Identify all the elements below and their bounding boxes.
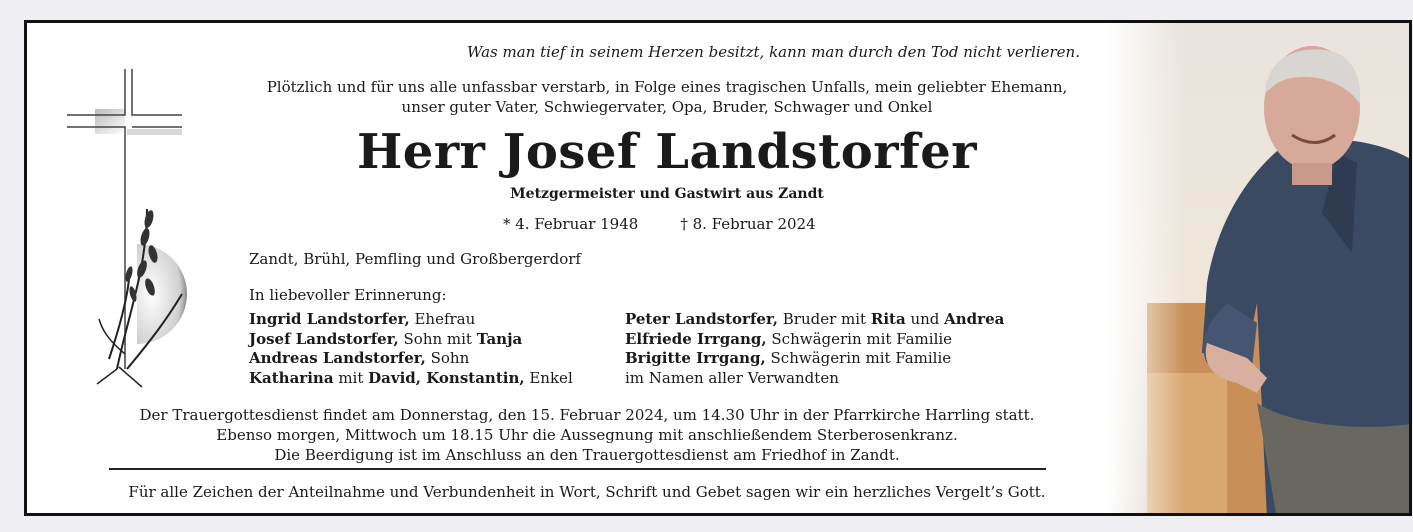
mourner-line: Peter Landstorfer, Bruder mit Rita und Andrea	[625, 310, 1005, 328]
mourner-line: Brigitte Irrgang, Schwägerin mit Familie	[625, 349, 952, 367]
death-date: † 8. Februar 2024	[680, 215, 816, 233]
thanks-text: Für alle Zeichen der Anteilnahme und Verbundenheit in Wort, Schrift und Gebet sagen wir ein herzliches Vergelt’s Gott.	[128, 483, 1046, 501]
portrait-photo	[1107, 23, 1412, 516]
mourner-line: Andreas Landstorfer, Sohn	[249, 349, 470, 367]
obituary-notice	[24, 20, 1412, 516]
service-line: Die Beerdigung ist im Anschluss an den Trauergottesdienst am Friedhof in Zandt.	[274, 446, 900, 464]
mourner-line: Katharina mit David, Konstantin, Enkel	[249, 368, 573, 387]
intro-text	[227, 77, 1107, 117]
mourner-line: Josef Landstorfer, Sohn mit Tanja	[249, 329, 523, 348]
service-line: Der Trauergottesdienst findet am Donnerstag, den 15. Februar 2024, um 14.30 Uhr in der Pfarrkirche Harrling statt.	[139, 406, 1035, 424]
mourner-line: Elfriede Irrgang, Schwägerin mit Familie	[625, 329, 953, 348]
birth-date: * 4. Februar 1948	[503, 215, 639, 233]
occupation: Metzgermeister und Gastwirt aus Zandt	[510, 186, 824, 202]
mourners-right-column	[625, 310, 1004, 388]
memorial-quote: Was man tief in seinem Herzen besitzt, kann man durch den Tod nicht verlieren.	[467, 43, 1080, 61]
mourner-line: im Namen aller Verwandten	[625, 368, 839, 387]
memory-heading: In liebevoller Erinnerung:	[249, 286, 447, 304]
service-info	[87, 405, 1087, 465]
cross-with-wheat-icon	[57, 69, 227, 389]
places: Zandt, Brühl, Pemfling und Großbergerdorf	[249, 250, 581, 268]
deceased-name: Herr Josef Landstorfer	[356, 124, 978, 180]
mourner-line: Ingrid Landstorfer, Ehefrau	[249, 310, 476, 328]
service-line: Ebenso morgen, Mittwoch um 18.15 Uhr die Aussegnung mit anschließendem Sterberosenkranz.	[216, 426, 958, 444]
divider-line	[109, 468, 1046, 470]
life-dates	[503, 215, 816, 233]
mourners-left-column	[249, 310, 573, 388]
intro-line: Plötzlich und für uns alle unfassbar verstarb, in Folge eines tragischen Unfalls, mein geliebter Ehemann,	[266, 78, 1068, 96]
intro-line: unser guter Vater, Schwiegervater, Opa, Bruder, Schwager und Onkel	[401, 98, 933, 116]
